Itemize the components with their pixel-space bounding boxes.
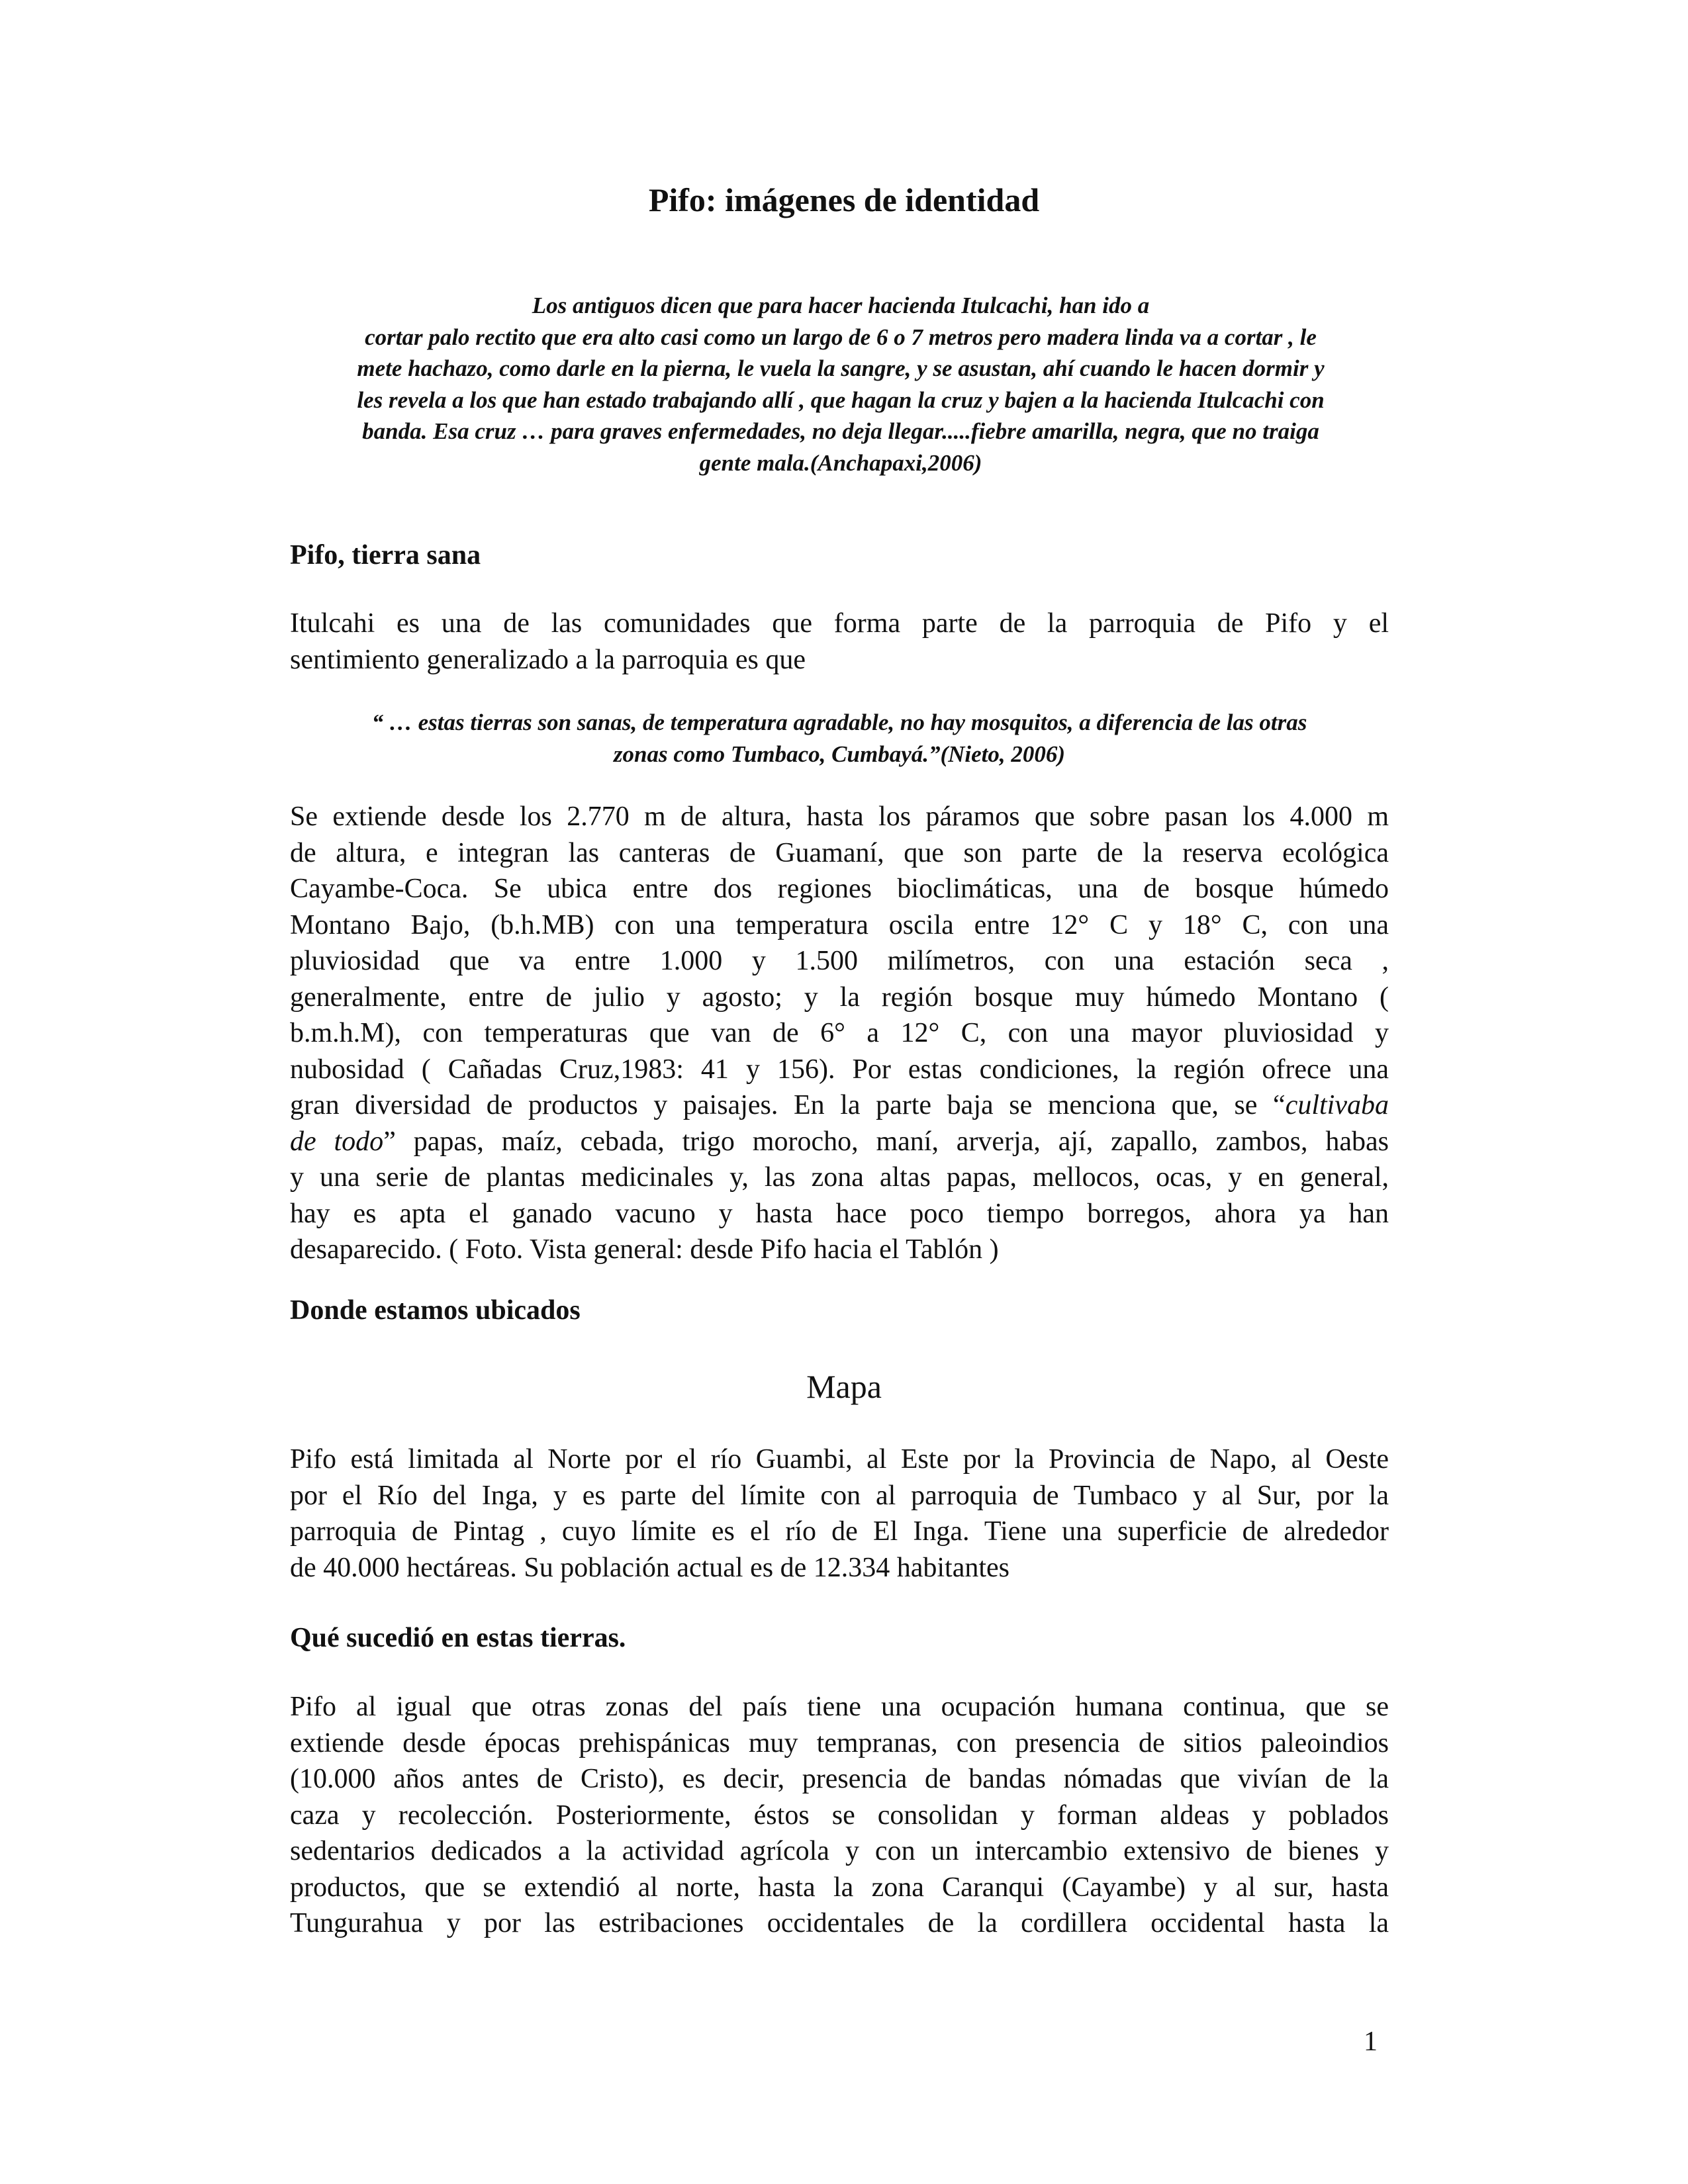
paragraph-line: de altura, e integran las canteras de Guamaní, que son parte de la reserva ecológica <box>290 837 1389 868</box>
epigraph-line: les revela a los que han estado trabajando allí , que hagan la cruz y bajen a la hacienda Itulcachi con <box>357 387 1325 413</box>
quote-line: “ … estas tierras son sanas, de temperatura agradable, no hay mosquitos, a diferencia de las otras <box>371 709 1307 735</box>
quote-line: zonas como Tumbaco, Cumbayá.”(Nieto, 2006) <box>613 741 1066 767</box>
paragraph-line: Itulcahi es una de las comunidades que forma parte de la parroquia de Pifo y el <box>290 608 1389 639</box>
paragraph-line: Pifo está limitada al Norte por el río Guambi, al Este por la Provincia de Napo, al Oeste <box>290 1444 1389 1475</box>
paragraph-line: extiende desde épocas prehispánicas muy tempranas, con presencia de sitios paleoindios <box>290 1727 1389 1758</box>
paragraph-line: desaparecido. ( Foto. Vista general: desde Pifo hacia el Tablón ) <box>290 1234 999 1265</box>
epigraph <box>298 290 1383 478</box>
epigraph-line: Los antiguos dicen que para hacer hacienda Itulcachi, han ido a <box>532 293 1150 318</box>
paragraph-line: productos, que se extendió al norte, hasta la zona Caranqui (Cayambe) y al sur, hasta <box>290 1872 1389 1903</box>
section-heading-sucedio: Qué sucedió en estas tierras. <box>290 1623 626 1653</box>
paragraph-line: Se extiende desde los 2.770 m de altura, hasta los páramos que sobre pasan los 4.000 m <box>290 801 1389 832</box>
paragraph-line: (10.000 años antes de Cristo), es decir, presencia de bandas nómadas que vivían de la <box>290 1764 1389 1794</box>
paragraph-line: por el Río del Inga, y es parte del límite con al parroquia de Tumbaco y al Sur, por la <box>290 1480 1389 1511</box>
paragraph-line: pluviosidad que va entre 1.000 y 1.500 milímetros, con una estación seca , <box>290 946 1389 976</box>
paragraph-line <box>290 1124 1389 1160</box>
epigraph-line: cortar palo rectito que era alto casi como un largo de 6 o 7 metros pero madera linda va a cortar , le <box>365 324 1317 350</box>
body-paragraph-sucedio <box>290 1689 1389 1942</box>
paragraph-line: parroquia de Pintag , cuyo límite es el río de El Inga. Tiene una superficie de alrededor <box>290 1516 1389 1547</box>
italic-quote-text: de todo <box>290 1126 384 1157</box>
section-heading-tierra-sana: Pifo, tierra sana <box>290 540 481 570</box>
body-paragraph-tierra-sana <box>290 799 1389 1268</box>
paragraph-line: y una serie de plantas medicinales y, las zona altas papas, mellocos, ocas, y en general, <box>290 1162 1389 1193</box>
section-heading-ubicados: Donde estamos ubicados <box>290 1295 581 1326</box>
body-paragraph-ubicados <box>290 1441 1389 1586</box>
line-text: ” papas, maíz, cebada, trigo morocho, maní, arverja, ají, zapallo, zambos, habas <box>383 1126 1389 1157</box>
paragraph-line: caza y recolección. Posteriormente, éstos se consolidan y forman aldeas y poblados <box>290 1799 1389 1831</box>
paragraph-line: Montano Bajo, (b.h.MB) con una temperatura oscila entre 12° C y 18° C, con una <box>290 909 1389 940</box>
paragraph-line: de 40.000 hectáreas. Su población actual es de 12.334 habitantes <box>290 1552 1009 1583</box>
map-label: Mapa <box>806 1368 882 1405</box>
epigraph-line: mete hachazo, como darle en la pierna, le vuela la sangre, y se asustan, ahí cuando le hacen dormir y <box>357 355 1325 381</box>
italic-quote-text: cultivaba <box>1285 1090 1389 1120</box>
paragraph-line: hay es apta el ganado vacuno y hasta hace poco tiempo borregos, ahora ya han <box>290 1198 1389 1229</box>
paragraph-line: generalmente, entre de julio y agosto; y la región bosque muy húmedo Montano ( <box>290 981 1389 1013</box>
paragraph-line <box>290 1087 1389 1124</box>
paragraph-line: Cayambe-Coca. Se ubica entre dos regiones bioclimáticas, una de bosque húmedo <box>290 874 1389 904</box>
epigraph-line: banda. Esa cruz … para graves enfermedades, no deja llegar.....fiebre amarilla, negra, que no traiga <box>362 418 1319 444</box>
paragraph-line: b.m.h.M), con temperaturas que van de 6° a 12° C, con una mayor pluviosidad y <box>290 1018 1389 1048</box>
epigraph-line: gente mala.(Anchapaxi,2006) <box>699 449 982 476</box>
paragraph-line: Tungurahua y por las estribaciones occidentales de la cordillera occidental hasta la <box>290 1908 1389 1938</box>
paragraph-line: sentimiento generalizado a la parroquia es que <box>290 644 806 675</box>
paragraph-line: nubosidad ( Cañadas Cruz,1983: 41 y 156). Por estas condiciones, la región ofrece una <box>290 1054 1389 1085</box>
paragraph-line: sedentarios dedicados a la actividad agrícola y con un intercambio extensivo de bienes y <box>290 1836 1389 1866</box>
intro-paragraph <box>290 606 1389 678</box>
block-quote <box>290 707 1389 770</box>
page-number: 1 <box>1364 2026 1378 2057</box>
paragraph-line: Pifo al igual que otras zonas del país tiene una ocupación humana continua, que se <box>290 1692 1389 1722</box>
document-title: Pifo: imágenes de identidad <box>648 181 1040 218</box>
line-text: gran diversidad de productos y paisajes. En la parte baja se menciona que, se “ <box>290 1090 1286 1120</box>
